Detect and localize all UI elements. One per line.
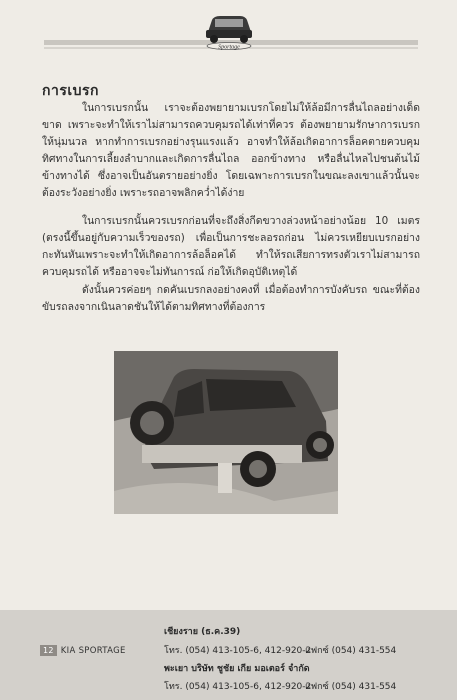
paragraph-1: ในการเบรกนั้น เราจะต้องพยายามเบรกโดยไม่ให้ล้อมีการลื่นไถลอย่างเด็ดขาด เพราะจะทำให้เราไม่สามารถควบคุมรถได้เท่าที่ควร ต้องพยายามรักษาการเบรกให้นุ่มนวล หากทำการเบรกอย่างรุนแรงแล้ว อาจทำให้ล้อเกิดอาการล็อคตายควบคุมทิศทางในการเลี้ยงลำบากและเกิดการลื่นไถล ออกข้างทาง หรือลื่นไหลไปชนต้นไม้ข้างทางได้ ซึ่งอาจเป็นอันตรายอย่างยิ่ง โดยเฉพาะการเบรกในขณะลงเขาแล้วนั้นจะต้องระวังอย่างยิ่ง เพราะรถอาจพลิกคว่ำได้ง่าย	[42, 102, 420, 199]
dealer-2-tel: โทร. (054) 413-105-6, 412-920-2	[164, 682, 312, 692]
footer-brand	[40, 645, 126, 656]
logo-text: Sportage	[218, 44, 240, 50]
section-heading: การเบรก	[42, 83, 100, 99]
dealer-1-tel: โทร. (054) 413-105-6, 412-920-2	[164, 646, 312, 656]
dealer-2-name: พะเยา บริษัท ชูชัย เกีย มอเตอร์ จำกัด	[164, 664, 310, 674]
dealer-1-contact	[164, 643, 311, 657]
suv-offroad-photo	[114, 351, 338, 514]
paragraph-3: ดังนั้นควรค่อยๆ กดคันเบรกลงอย่างคงที่ เมื่อต้องทำการบังคับรถ ขณะที่ต้องขับรถลงจากเนินลาดชันให้ได้ตามทิศทางที่ต้องการ	[42, 284, 420, 313]
brand-name: KIA SPORTAGE	[60, 646, 126, 656]
sportage-logo	[198, 6, 260, 50]
page-number: 12	[40, 645, 57, 656]
dealer-1-fax: แฟกซ์ (054) 431-554	[305, 646, 397, 656]
dealer-2-fax: แฟกซ์ (054) 431-554	[305, 682, 397, 692]
dealer-2-contact	[164, 679, 311, 693]
paragraph-2: ในการเบรกนั้นควรเบรกก่อนที่จะถึงสิ่งกีดขวางล่วงหน้าอย่างน้อย 10 เมตร (ตรงนี้ขึ้นอยู่กับความเร็วของรถ) เพื่อเป็นการชะลอรถก่อน ไม่ควรเหยียบเบรกอย่างกะทันหันเพราะจะทำให้เกิดอาการล้อล็อคได้ ทำให้รถเสียการทรงตัวเราไม่สามารถควบคุมรถได้ หรืออาจจะไม่ทันการณ์ ก่อให้เกิดอุบัติเหตุได้	[42, 215, 420, 278]
dealer-1-name: เชียงราย (ธ.ค.39)	[164, 627, 241, 637]
